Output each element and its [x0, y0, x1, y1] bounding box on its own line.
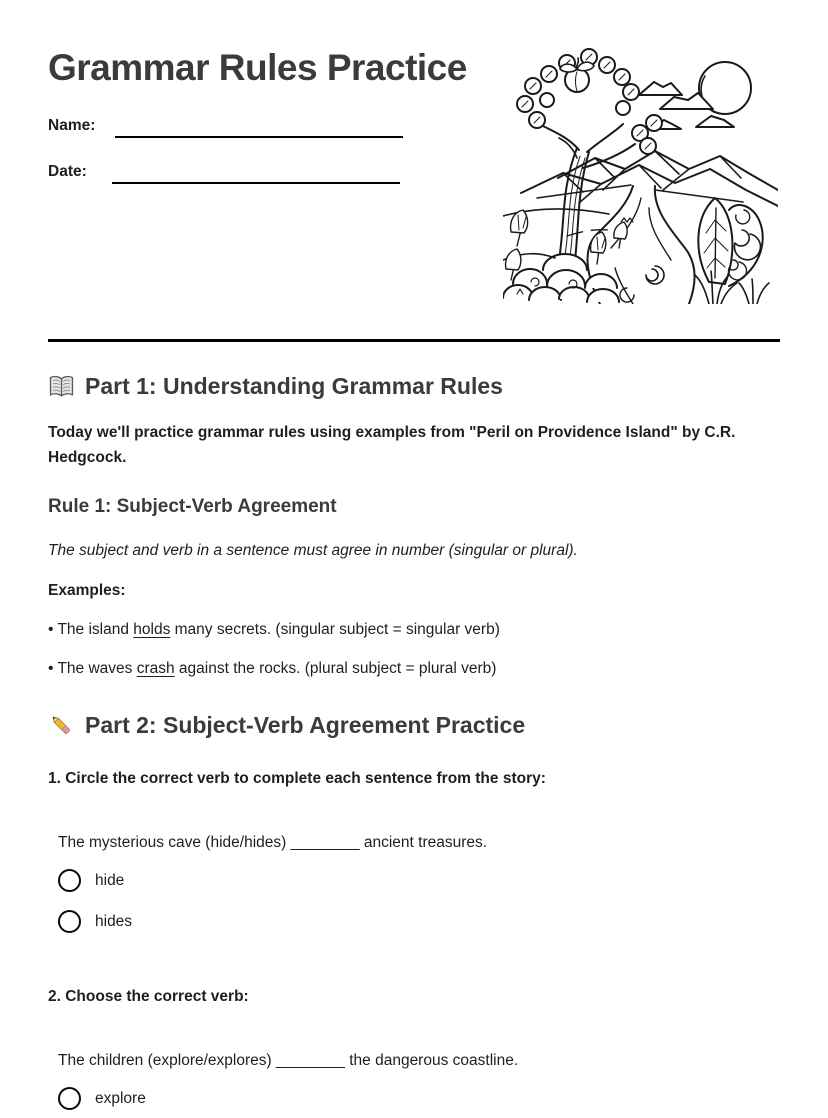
- open-book-icon: [48, 373, 75, 400]
- radio-button-explore[interactable]: [58, 1087, 81, 1110]
- option-label-explore: explore: [95, 1089, 146, 1107]
- question1-option-hides[interactable]: [58, 910, 780, 934]
- question1-sentence: The mysterious cave (hide/hides) ________ ancient treasures.: [58, 833, 488, 851]
- example-item-1: [48, 617, 780, 642]
- examples-label: Examples:: [48, 582, 126, 600]
- name-label: Name:: [48, 117, 96, 135]
- rule1-definition: The subject and verb in a sentence must agree in number (singular or plural).: [48, 542, 578, 560]
- part1-heading-text: Part 1: Understanding Grammar Rules: [85, 373, 503, 400]
- date-blank-line: [112, 162, 400, 184]
- example-1-underlined-word: holds: [133, 621, 171, 639]
- example-1-post: many secrets. (singular subject = singular verb): [170, 621, 500, 639]
- option-label-hides: hides: [95, 912, 133, 930]
- question2-sentence: The children (explore/explores) ________ the dangerous coastline.: [58, 1051, 519, 1069]
- question2-option-explore[interactable]: [58, 1087, 780, 1111]
- example-item-2: [48, 656, 780, 681]
- option-label-hide: hide: [95, 871, 125, 889]
- part2-heading: [48, 711, 780, 740]
- name-blank-line: [115, 116, 403, 138]
- radio-button-hide[interactable]: [58, 869, 81, 892]
- question1-prompt: 1. Circle the correct verb to complete each sentence from the story:: [48, 769, 546, 787]
- example-2-pre: • The waves: [48, 660, 137, 678]
- part1-intro: Today we'll practice grammar rules using examples from "Peril on Providence Island" by C.R. Hedgcock.: [48, 424, 736, 467]
- rule1-heading: Rule 1: Subject-Verb Agreement: [48, 496, 337, 518]
- example-2-underlined-word: crash: [136, 660, 175, 678]
- question1-option-hide[interactable]: [58, 869, 780, 893]
- section-divider: [48, 339, 780, 342]
- date-label: Date:: [48, 163, 87, 181]
- pencil-icon: [48, 712, 75, 739]
- example-2-post: against the rocks. (plural subject = plural verb): [174, 660, 497, 678]
- landscape-illustration: [503, 36, 778, 304]
- question2-prompt: 2. Choose the correct verb:: [48, 987, 249, 1005]
- example-1-pre: • The island: [48, 621, 134, 639]
- radio-button-hides[interactable]: [58, 910, 81, 933]
- part1-heading: [48, 372, 780, 401]
- page-title: Grammar Rules Practice: [48, 47, 467, 88]
- part2-heading-text: Part 2: Subject-Verb Agreement Practice: [85, 712, 526, 739]
